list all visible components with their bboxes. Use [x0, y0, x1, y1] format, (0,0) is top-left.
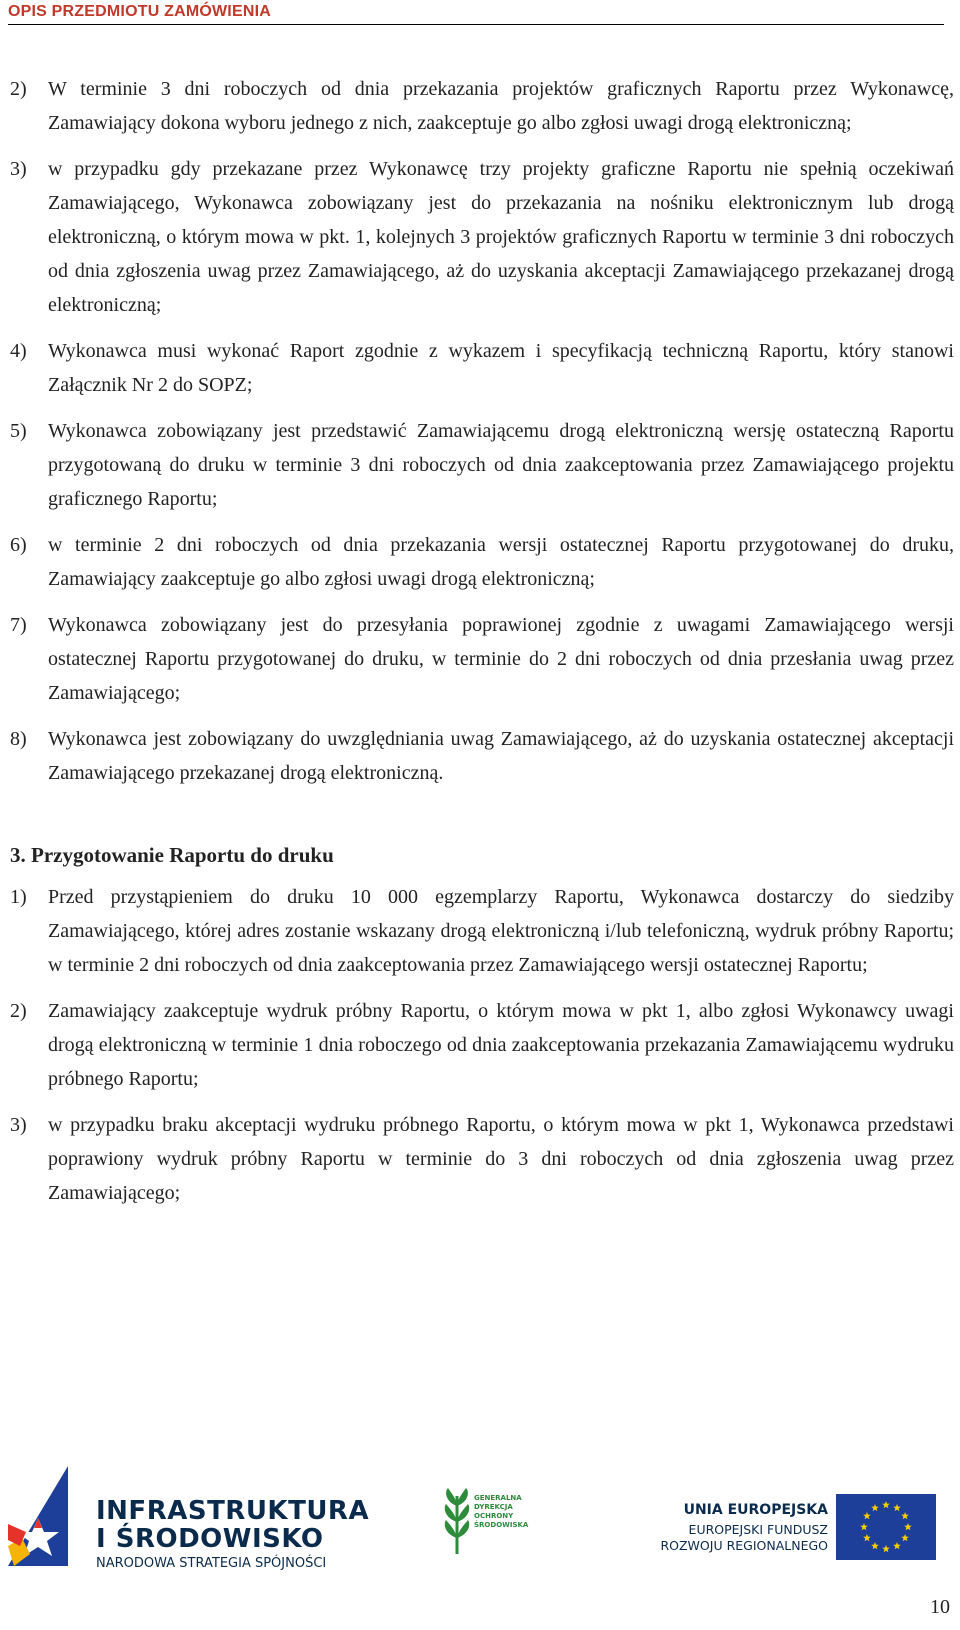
numbered-list-section-3	[10, 880, 954, 1210]
list-item-number: 7)	[10, 614, 27, 636]
list-item-text: w przypadku braku akceptacji wydruku próbnego Raportu, o którym mowa w pkt 1, Wykonawca przedstawi poprawiony wydruk próbny Raportu w terminie do 3 dni roboczych od dnia zgłoszenia uwag przez Zamawiającego;	[48, 1114, 954, 1204]
list-item	[10, 528, 954, 596]
numbered-list-top	[10, 72, 954, 790]
page-footer	[0, 1466, 960, 1606]
infrastruktura-logo	[8, 1466, 370, 1571]
page-header	[8, 2, 944, 25]
list-item-number: 5)	[10, 420, 27, 442]
list-item	[10, 880, 954, 982]
eu-logo	[650, 1502, 940, 1572]
list-item-text: w przypadku gdy przekazane przez Wykonawcę trzy projekty graficzne Raportu nie spełnią oczekiwań Zamawiającego, Wykonawca zobowiązany jest do przekazania na nośniku elektronicznym lub drogą elektroniczną, o którym mowa w pkt. 1, kolejnych 3 projektów graficznych Raportu w terminie 3 dni roboczych od dnia zgłoszenia uwag przez Zamawiającego, aż do uzyskania akceptacji Zamawiającego przekazanej drogą elektroniczną;	[48, 158, 954, 316]
header-title: OPIS PRZEDMIOTU ZAMÓWIENIA	[8, 3, 271, 20]
list-item-number: 3)	[10, 1114, 27, 1136]
gdos-leaf-icon	[442, 1486, 472, 1556]
list-item-text: w terminie 2 dni roboczych od dnia przekazania wersji ostatecznej Raportu przygotowanej do druku, Zamawiający zaakceptuje go albo zgłosi uwagi drogą elektroniczną;	[48, 534, 954, 590]
list-item-text: Wykonawca jest zobowiązany do uwzględniania uwag Zamawiającego, aż do uzyskania ostatecznej akceptacji Zamawiającego przekazanej drogą elektroniczną.	[48, 728, 954, 784]
list-item-number: 2)	[10, 1000, 27, 1022]
logo-line-1: INFRASTRUKTURA	[96, 1496, 370, 1526]
list-item-text: Przed przystąpieniem do druku 10 000 egzemplarzy Raportu, Wykonawca dostarczy do siedziby Zamawiającego, której adres zostanie wskazany drogą elektroniczną i/lub telefoniczną, wydruk próbny Raportu; w terminie 2 dni roboczych od dnia zaakceptowania przez Zamawiającego wersji ostatecznej Raportu;	[48, 886, 954, 976]
list-item-number: 4)	[10, 340, 27, 362]
list-item	[10, 152, 954, 322]
logo-line-3: NARODOWA STRATEGIA SPÓJNOŚCI	[96, 1556, 327, 1571]
eu-line-1: UNIA EUROPEJSKA	[683, 1502, 828, 1518]
poland-flag-star-icon	[8, 1466, 88, 1566]
gdos-label: GENERALNA DYREKCJA OCHRONY ŚRODOWISKA	[474, 1494, 529, 1529]
list-item-text: Wykonawca musi wykonać Raport zgodnie z wykazem i specyfikacją techniczną Raportu, który stanowi Załącznik Nr 2 do SOPZ;	[48, 340, 954, 396]
list-item	[10, 1108, 954, 1210]
list-item-number: 2)	[10, 78, 27, 100]
eu-line-3: ROZWOJU REGIONALNEGO	[660, 1538, 828, 1553]
logo-line-2: I ŚRODOWISKO	[96, 1524, 324, 1554]
eu-flag-icon	[836, 1494, 936, 1560]
document-body	[10, 72, 954, 1222]
page-number: 10	[930, 1596, 950, 1618]
gdos-logo	[442, 1486, 532, 1566]
section-3-title: 3. Przygotowanie Raportu do druku	[10, 843, 334, 867]
list-item	[10, 414, 954, 516]
list-item-text: W terminie 3 dni roboczych od dnia przekazania projektów graficznych Raportu przez Wykonawcę, Zamawiający dokona wyboru jednego z nich, zaakceptuje go albo zgłosi uwagi drogą elektroniczną;	[48, 78, 954, 134]
list-item	[10, 994, 954, 1096]
list-item-text: Wykonawca zobowiązany jest przedstawić Zamawiającemu drogą elektroniczną wersję ostateczną Raportu przygotowaną do druku w terminie 3 dni roboczych od dnia zaakceptowania przez Zamawiającego projektu graficznego Raportu;	[48, 420, 954, 510]
list-item	[10, 72, 954, 140]
list-item-number: 6)	[10, 534, 27, 556]
list-item-number: 1)	[10, 886, 27, 908]
list-item	[10, 722, 954, 790]
list-item-number: 3)	[10, 158, 27, 180]
eu-line-2: EUROPEJSKI FUNDUSZ	[688, 1522, 828, 1537]
list-item-text: Zamawiający zaakceptuje wydruk próbny Raportu, o którym mowa w pkt 1, albo zgłosi Wykonawcy uwagi drogą elektroniczną w terminie 1 dnia roboczego od dnia zaakceptowania przekazania Zamawiającemu wydruku próbnego Raportu;	[48, 1000, 954, 1090]
list-item-text: Wykonawca zobowiązany jest do przesyłania poprawionej zgodnie z uwagami Zamawiającego wersji ostatecznej Raportu przygotowanej do druku, w terminie do 2 dni roboczych od dnia przesłania uwag przez Zamawiającego;	[48, 614, 954, 704]
list-item-number: 8)	[10, 728, 27, 750]
list-item	[10, 608, 954, 710]
list-item	[10, 334, 954, 402]
